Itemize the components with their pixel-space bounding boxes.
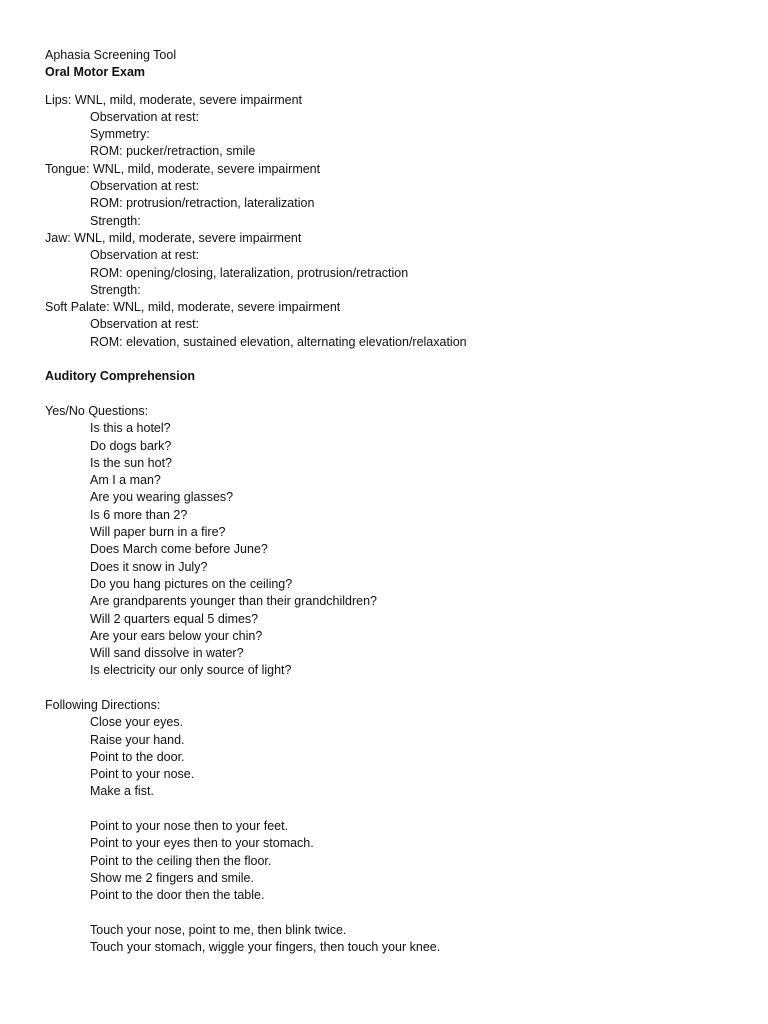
- yes-no-question: Does it snow in July?: [90, 559, 208, 574]
- yes-no-question: Do you hang pictures on the ceiling?: [90, 576, 293, 591]
- lips-item: Observation at rest:: [90, 109, 200, 124]
- yes-no-question: Does March come before June?: [90, 542, 268, 557]
- lips-item: ROM: pucker/retraction, smile: [90, 144, 256, 159]
- tongue-item: ROM: protrusion/retraction, lateralization: [90, 196, 315, 211]
- soft-palate-item: ROM: elevation, sustained elevation, alternating elevation/relaxation: [90, 334, 467, 349]
- lips-item: Symmetry:: [90, 127, 150, 142]
- yes-no-question: Are grandparents younger than their grandchildren?: [90, 594, 377, 609]
- yes-no-label: Yes/No Questions:: [45, 403, 149, 418]
- lips-label: Lips: WNL, mild, moderate, severe impairment: [45, 92, 303, 107]
- soft-palate-label: Soft Palate: WNL, mild, moderate, severe impairment: [45, 300, 341, 315]
- yes-no-question: Is electricity our only source of light?: [90, 663, 292, 678]
- yes-no-question: Will 2 quarters equal 5 dimes?: [90, 611, 259, 626]
- jaw-label: Jaw: WNL, mild, moderate, severe impairment: [45, 230, 302, 245]
- yes-no-question: Do dogs bark?: [90, 438, 172, 453]
- yes-no-question: Am I a man?: [90, 473, 161, 488]
- section-heading-auditory: Auditory Comprehension: [45, 369, 196, 384]
- document-title: Aphasia Screening Tool: [45, 48, 177, 62]
- two-step-direction: Point to the ceiling then the floor.: [90, 853, 272, 868]
- one-step-direction: Make a fist.: [90, 784, 154, 799]
- document-page: [45, 47, 745, 956]
- one-step-direction: Close your eyes.: [90, 715, 184, 730]
- tongue-label: Tongue: WNL, mild, moderate, severe impairment: [45, 161, 321, 176]
- yes-no-question: Is the sun hot?: [90, 455, 173, 470]
- one-step-direction: Point to the door.: [90, 749, 185, 764]
- yes-no-question: Are you wearing glasses?: [90, 490, 234, 505]
- section-heading-oral-motor: Oral Motor Exam: [45, 65, 146, 80]
- following-directions-label: Following Directions:: [45, 697, 161, 712]
- yes-no-question: Will paper burn in a fire?: [90, 525, 226, 540]
- jaw-item: Observation at rest:: [90, 248, 200, 263]
- yes-no-question: Will sand dissolve in water?: [90, 646, 244, 661]
- jaw-item: ROM: opening/closing, lateralization, protrusion/retraction: [90, 265, 409, 280]
- yes-no-question: Is 6 more than 2?: [90, 507, 188, 522]
- two-step-direction: Show me 2 fingers and smile.: [90, 870, 254, 885]
- yes-no-question: Is this a hotel?: [90, 421, 171, 436]
- two-step-direction: Point to the door then the table.: [90, 888, 265, 903]
- two-step-direction: Point to your eyes then to your stomach.: [90, 836, 314, 851]
- yes-no-question: Are your ears below your chin?: [90, 628, 263, 643]
- tongue-item: Observation at rest:: [90, 179, 200, 194]
- three-step-direction: Touch your nose, point to me, then blink twice.: [90, 922, 347, 937]
- two-step-direction: Point to your nose then to your feet.: [90, 819, 289, 834]
- tongue-item: Strength:: [90, 213, 141, 228]
- one-step-direction: Point to your nose.: [90, 767, 195, 782]
- soft-palate-item: Observation at rest:: [90, 317, 200, 332]
- jaw-item: Strength:: [90, 282, 141, 297]
- one-step-direction: Raise your hand.: [90, 732, 185, 747]
- three-step-direction: Touch your stomach, wiggle your fingers, then touch your knee.: [90, 940, 441, 955]
